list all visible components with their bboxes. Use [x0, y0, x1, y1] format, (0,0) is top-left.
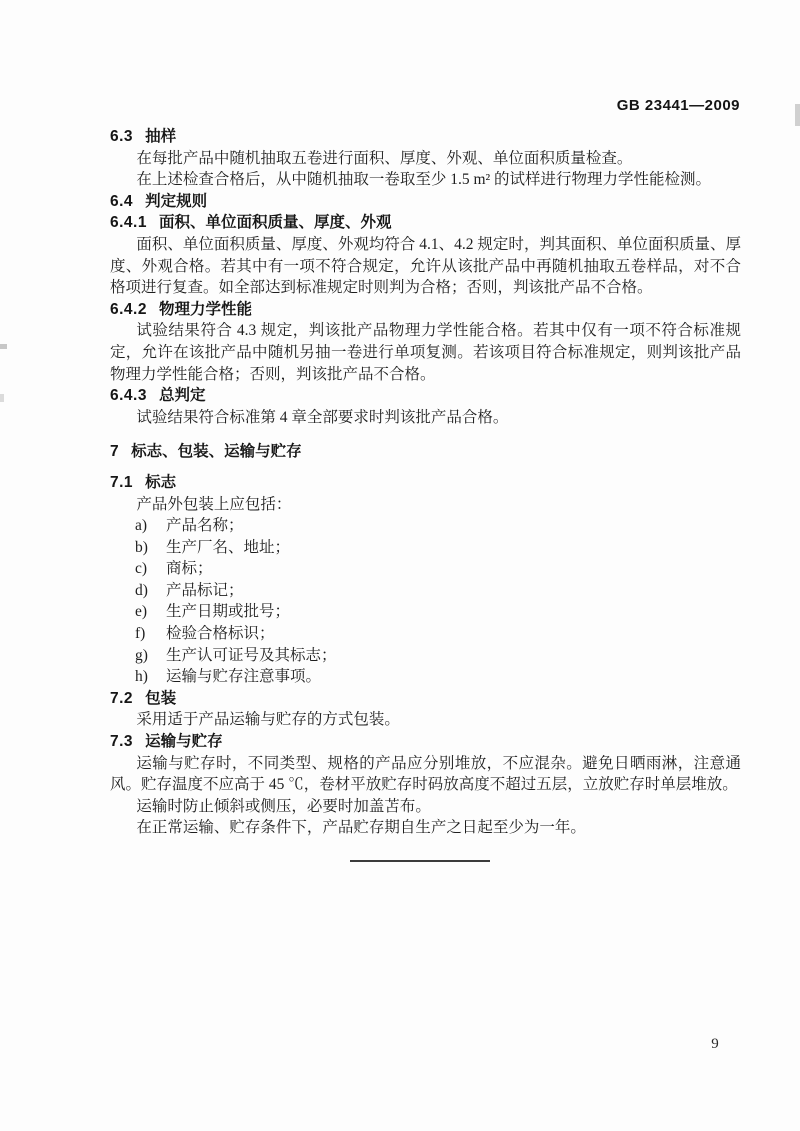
heading-number: 7.2: [110, 689, 134, 707]
heading-number: 6.4.1: [110, 214, 147, 232]
clause-heading: [110, 731, 741, 753]
paragraph: 在每批产品中随机抽取五卷进行面积、厚度、外观、单位面积质量检查。: [136, 149, 633, 167]
list-item: [110, 537, 741, 559]
clause-heading: [110, 126, 741, 148]
list-item-text: 生产认可证号及其标志；: [166, 646, 337, 664]
clause-heading: [110, 385, 741, 407]
heading-title: 抽样: [145, 128, 177, 145]
page-number: 9: [711, 1036, 719, 1052]
standard-number: GB 23441—2009: [616, 97, 740, 114]
heading-number: 7.3: [110, 733, 134, 751]
list-item-text: 检验合格标识；: [166, 625, 275, 643]
clause-heading: [110, 212, 741, 234]
heading-number: 6.3: [110, 128, 134, 145]
paragraph: 试验结果符合标准第 4 章全部要求时判该批产品合格。: [136, 408, 509, 426]
heading-number: 7: [110, 443, 120, 461]
clause-heading: [110, 191, 741, 213]
heading-number: 7.1: [110, 473, 134, 491]
list-item-marker: d): [135, 581, 148, 599]
paragraph: 运输时防止倾斜或侧压，必要时加盖苫布。: [136, 797, 431, 815]
paragraph: 采用适于产品运输与贮存的方式包装。: [136, 711, 400, 729]
list-item-text: 商标；: [166, 560, 213, 578]
scan-artifact: [0, 394, 4, 402]
document-body: [110, 126, 741, 839]
list-item-text: 生产厂名、地址；: [166, 538, 291, 556]
clause-heading: [110, 299, 741, 321]
clause-heading: [110, 688, 741, 710]
list-item: [110, 558, 741, 580]
scan-artifact: [795, 104, 800, 126]
heading-title: 总判定: [158, 387, 206, 405]
heading-title: 面积、单位面积质量、厚度、外观: [158, 214, 392, 232]
list-item-marker: a): [135, 517, 148, 535]
list-item-marker: g): [135, 646, 148, 664]
list-item-marker: e): [135, 603, 148, 621]
scan-artifact: [0, 344, 7, 349]
heading-title: 包装: [145, 689, 177, 707]
list-item: [110, 601, 741, 623]
list-item: [110, 623, 741, 645]
paragraph: 产品外包装上应包括：: [136, 495, 292, 513]
heading-title: 物理力学性能: [158, 300, 252, 318]
list-item-marker: b): [135, 538, 148, 556]
list-item: [110, 515, 741, 537]
end-of-text-divider: [350, 860, 490, 862]
list-item-marker: c): [135, 560, 148, 578]
paragraph: 面积、单位面积质量、厚度、外观均符合 4.1、4.2 规定时，判其面积、单位面积质量、厚度、外观合格。若其中有一项不符合规定，允许从该批产品中再随机抽取五卷样品，对不合格项进行复查。如全部达到标准规定时则判为合格；否则，判该批产品不合格。: [110, 235, 741, 297]
list-item-text: 产品标记；: [166, 581, 244, 599]
heading-title: 标志: [145, 473, 177, 491]
heading-number: 6.4.2: [110, 300, 147, 318]
list-item-text: 生产日期或批号；: [166, 603, 291, 621]
heading-title: 标志、包装、运输与贮存: [131, 443, 302, 461]
heading-number: 6.4.3: [110, 387, 147, 405]
page-header: [0, 97, 740, 114]
list-item: [110, 645, 741, 667]
paragraph: 试验结果符合 4.3 规定，判该批产品物理力学性能合格。若其中仅有一项不符合标准规定，允许在该批产品中随机另抽一卷进行单项复测。若该项目符合标准规定，则判该批产品物理力学性能合格；否则，判该批产品不合格。: [110, 322, 741, 383]
heading-number: 6.4: [110, 192, 134, 210]
clause-heading: [110, 472, 741, 494]
heading-title: 判定规则: [145, 192, 208, 210]
list-item-marker: h): [135, 668, 148, 686]
list-item-marker: f): [135, 625, 146, 643]
heading-title: 运输与贮存: [145, 733, 223, 751]
paragraph: 在正常运输、贮存条件下，产品贮存期自生产之日起至少为一年。: [136, 819, 586, 837]
chapter-heading: [110, 441, 741, 463]
list-item-text: 运输与贮存注意事项。: [166, 668, 322, 686]
list-item: [110, 666, 741, 688]
list-item-text: 产品名称；: [166, 517, 244, 535]
paragraph: 在上述检查合格后，从中随机抽取一卷取至少 1.5 m² 的试样进行物理力学性能检测。: [136, 171, 712, 189]
paragraph: 运输与贮存时，不同类型、规格的产品应分别堆放，不应混杂。避免日晒雨淋，注意通风。贮存温度不应高于 45 ℃，卷材平放贮存时码放高度不超过五层，立放贮存时单层堆放。: [110, 754, 741, 794]
list-item: [110, 580, 741, 602]
